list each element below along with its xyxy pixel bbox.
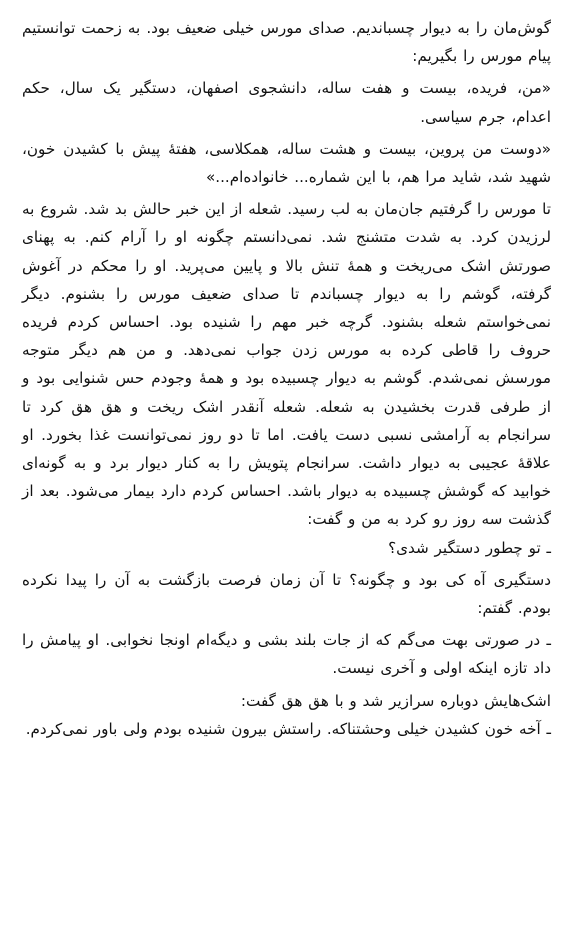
paragraph-intro: گوش‌مان را به دیوار چسباندیم. صدای مورس خیلی ضعیف بود. به زحمت توانستیم پیام مورس را بگیریم: xyxy=(22,19,551,66)
paragraph-reply: ـ در صورتی بهت می‌گم که از جات بلند بشی و دیگه‌ام اونجا نخوابی. او پیامش را داد تازه اینکه اولی و آخری نیست. xyxy=(22,631,551,678)
paragraph-final-line: ـ آخه خون کشیدن خیلی وحشتناکه. راستش بیرون شنیده بودم ولی باور نمی‌کردم. xyxy=(25,719,551,738)
paragraph-tears: اشک‌هایش دوباره سرازیر شد و با هق هق گفت: xyxy=(240,691,551,710)
paragraph-morse-message-farideh: «من، فریده، بیست و هفت ساله، دانشجوی اصفهان، دستگیر یک سال، حکم اعدام، جرم سیاسی. xyxy=(22,79,551,126)
paragraph-arrest-reflection: دستگیری آه کی بود و چگونه؟ تا آن زمان فرصت بازگشت به آن را پیدا نکرده بودم. گفتم: xyxy=(22,570,551,618)
paragraph-morse-message-parvin: «دوست من پروین، بیست و هشت ساله، همکلاسی، هفتهٔ پیش با کشیدن خون، شهید شد، شاید مرا هم، با این شماره... خانواده‌ام...» xyxy=(22,139,551,187)
paragraph-question: ـ تو چطور دستگیر شدی؟ xyxy=(388,538,551,557)
paragraph-narrative: تا مورس را گرفتیم جان‌مان به لب رسید. شعله از این خبر حالش بد شد. شروع به لرزیدن کرد. به شدت متشنج شد. نمی‌دانستم چگونه او را آرام کنم. به پهنای صورتش اشک می‌ریخت و همهٔ تنش بالا و پایین می‌پرید. او را محکم در آغوش گرفته، گوشم را به دیوار چسباندم تا صدای ضعیف مورس را بشنوم. دیگر نمی‌خواستم شعله بشنود. گرچه خبر مهم را شنیده بود. احساس کردم فریده حروف را قاطی کرده به مورس زدن جواب نمی‌دهد. و من هم دیگر متوجه مورسش نمی‌شدم. گوشم به دیوار چسبیده بود و همهٔ وجودم حس شنوایی بود و از طرفی قدرت بخشیدن به شعله. شعله آنقدر اشک ریخت و هق هق کرد تا سرانجام به آرامشی نسبی دست یافت. اما تا دو روز نمی‌توانست غذا بخورد. او علاقهٔ عجیبی به دیوار داشت. سرانجام پتویش را به کنار دیوار برد و به گونه‌ای خوابید که گوشش چسبیده به دیوار باشد. احساس کردم دارد بیمار می‌شود. بعد از گذشت سه روز رو کرد به من و گفت: xyxy=(22,200,551,529)
